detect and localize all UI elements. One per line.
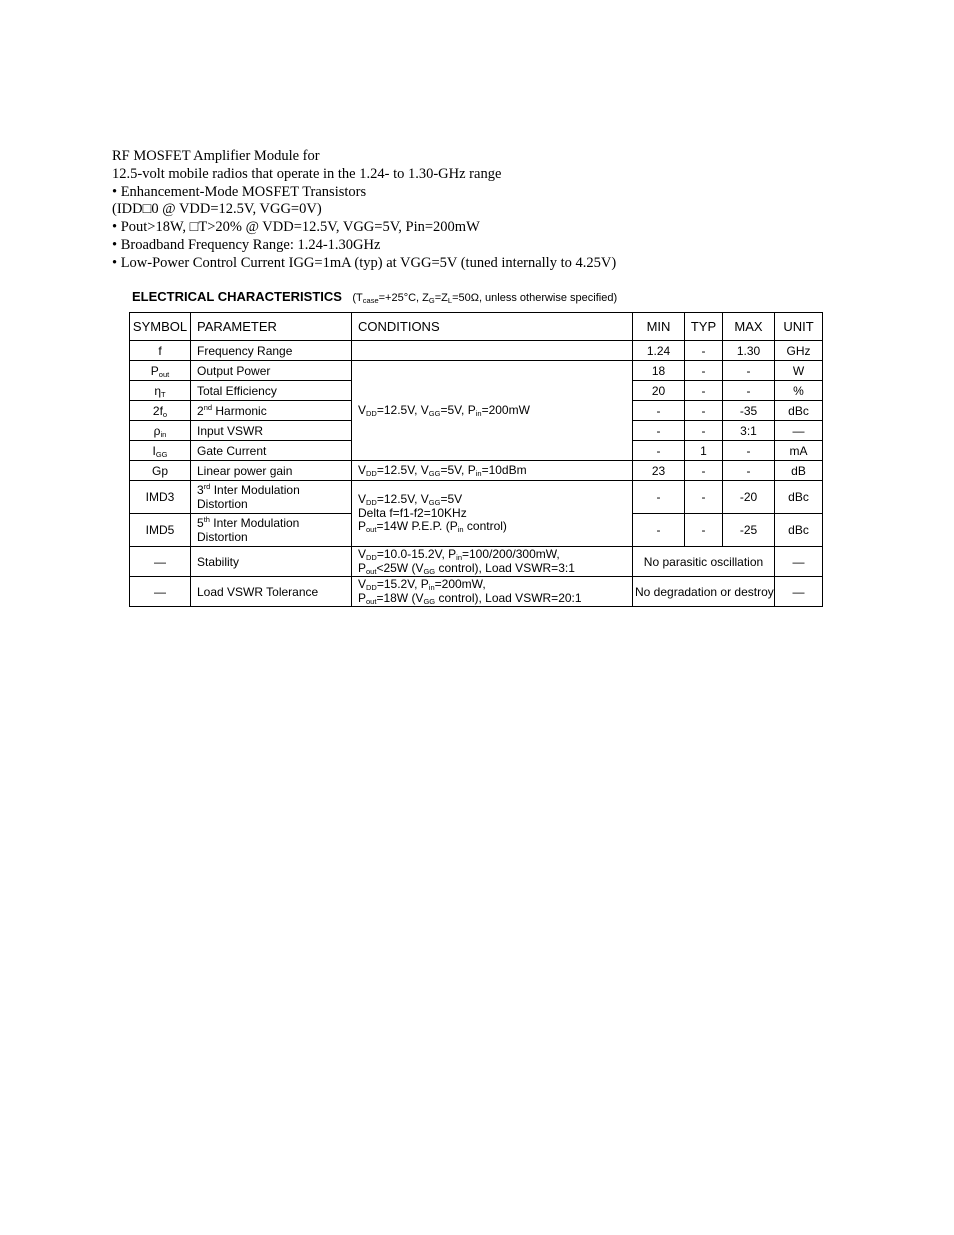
header-symbol: SYMBOL [130, 313, 191, 341]
table-row [130, 341, 823, 361]
min-cell: 18 [633, 361, 685, 381]
unit-cell: dBc [775, 514, 823, 547]
symbol-cell: — [130, 577, 191, 607]
max-cell: 1.30 [723, 341, 775, 361]
typ-cell: - [685, 361, 723, 381]
section-title: ELECTRICAL CHARACTERISTICS [132, 289, 342, 304]
header-conditions: CONDITIONS [352, 313, 633, 341]
symbol-cell: $I_{GG}$ [130, 441, 191, 461]
intro-line: • Enhancement-Mode MOSFET Transistors [112, 183, 367, 200]
conditions-cell: $V_{DD}=10.0-15.2V$, $P_{in}=100/200/300mW$, $P_{out}<25W$ ($V_{GG}$ control), Load VSWR=3:1 [352, 547, 633, 577]
symbol-cell: — [130, 547, 191, 577]
intro-line: • Pout>18W, □T>20% @ VDD=12.5V, VGG=5V, Pin=200mW [112, 219, 480, 236]
min-cell: - [633, 401, 685, 421]
max-cell: - [723, 381, 775, 401]
max-cell: -20 [723, 481, 775, 514]
symbol-cell: $\eta_T$ [130, 381, 191, 401]
max-cell: -25 [723, 514, 775, 547]
symbol-cell: f [130, 341, 191, 361]
electrical-characteristics-table [129, 312, 823, 607]
parameter-cell: Gate Current [191, 441, 352, 461]
table-row [130, 461, 823, 481]
intro-text [112, 148, 812, 273]
unit-cell: mA [775, 441, 823, 461]
min-cell: - [633, 481, 685, 514]
unit-cell: GHz [775, 341, 823, 361]
typ-cell: - [685, 401, 723, 421]
parameter-cell: Linear power gain [191, 461, 352, 481]
unit-cell: dBc [775, 481, 823, 514]
min-cell: 20 [633, 381, 685, 401]
max-cell: - [723, 441, 775, 461]
typ-cell: - [685, 341, 723, 361]
max-cell: 3:1 [723, 421, 775, 441]
header-min: MIN [633, 313, 685, 341]
parameter-cell: Total Efficiency [191, 381, 352, 401]
typ-cell: - [685, 381, 723, 401]
min-cell: - [633, 421, 685, 441]
min-cell: 23 [633, 461, 685, 481]
typ-cell: 1 [685, 441, 723, 461]
result-cell: No parasitic oscillation [633, 547, 775, 577]
parameter-cell: Stability [191, 547, 352, 577]
unit-cell: — [775, 421, 823, 441]
electrical-characteristics-heading [132, 288, 617, 306]
parameter-cell: 3rd Inter Modulation Distortion [191, 481, 352, 514]
unit-cell: — [775, 577, 823, 607]
header-typ: TYP [685, 313, 723, 341]
parameter-cell: 5th Inter Modulation Distortion [191, 514, 352, 547]
header-unit: UNIT [775, 313, 823, 341]
table-row [130, 361, 823, 381]
intro-line: 12.5-volt mobile radios that operate in the 1.24- to 1.30-GHz range [112, 165, 502, 182]
result-cell: No degradation or destroy [633, 577, 775, 607]
typ-cell: - [685, 421, 723, 441]
min-cell: - [633, 514, 685, 547]
header-parameter: PARAMETER [191, 313, 352, 341]
conditions-cell: $V_{DD}=12.5V$, $V_{GG}=5V$ Delta f=f1-f2=10KHz $P_{out}=14W$ P.E.P. ($P_{in}$ control) [352, 481, 633, 547]
symbol-cell: $2f_o$ [130, 401, 191, 421]
table-header-row [130, 313, 823, 341]
table-row [130, 547, 823, 577]
conditions-cell: $V_{DD}=12.5V$, $V_{GG}=5V$, $P_{in}=10dBm$ [352, 461, 633, 481]
unit-cell: % [775, 381, 823, 401]
parameter-cell: 2nd Harmonic [191, 401, 352, 421]
max-cell: - [723, 461, 775, 481]
conditions-cell: $V_{DD}=15.2V$, $P_{in}=200mW$, $P_{out}=18W$ ($V_{GG}$ control), Load VSWR=20:1 [352, 577, 633, 607]
symbol-cell: IMD3 [130, 481, 191, 514]
max-cell: - [723, 361, 775, 381]
typ-cell: - [685, 481, 723, 514]
unit-cell: dB [775, 461, 823, 481]
unit-cell: — [775, 547, 823, 577]
unit-cell: W [775, 361, 823, 381]
parameter-cell: Output Power [191, 361, 352, 381]
intro-line: • Broadband Frequency Range: 1.24-1.30GHz [112, 236, 381, 253]
symbol-cell: IMD5 [130, 514, 191, 547]
symbol-cell: Gp [130, 461, 191, 481]
intro-line: (IDD□0 @ VDD=12.5V, VGG=0V) [112, 201, 322, 218]
table-row [130, 481, 823, 514]
header-max: MAX [723, 313, 775, 341]
min-cell: 1.24 [633, 341, 685, 361]
min-cell: - [633, 441, 685, 461]
symbol-cell: $P_{out}$ [130, 361, 191, 381]
parameter-cell: Load VSWR Tolerance [191, 577, 352, 607]
test-conditions-note: ($T_{case}=+25^\circ C$, $Z_G=Z_L=50\Omega$, unless otherwise specified) [352, 292, 618, 305]
intro-line: RF MOSFET Amplifier Module for [112, 148, 320, 164]
symbol-cell: $\rho_{in}$ [130, 421, 191, 441]
conditions-cell [352, 341, 633, 361]
parameter-cell: Frequency Range [191, 341, 352, 361]
intro-line: • Low-Power Control Current IGG=1mA (typ) at VGG=5V (tuned internally to 4.25V) [112, 254, 617, 271]
typ-cell: - [685, 461, 723, 481]
typ-cell: - [685, 514, 723, 547]
table-row [130, 577, 823, 607]
conditions-cell: $V_{DD}=12.5V$, $V_{GG}=5V$, $P_{in}=200mW$ [352, 361, 633, 461]
parameter-cell: Input VSWR [191, 421, 352, 441]
unit-cell: dBc [775, 401, 823, 421]
max-cell: -35 [723, 401, 775, 421]
